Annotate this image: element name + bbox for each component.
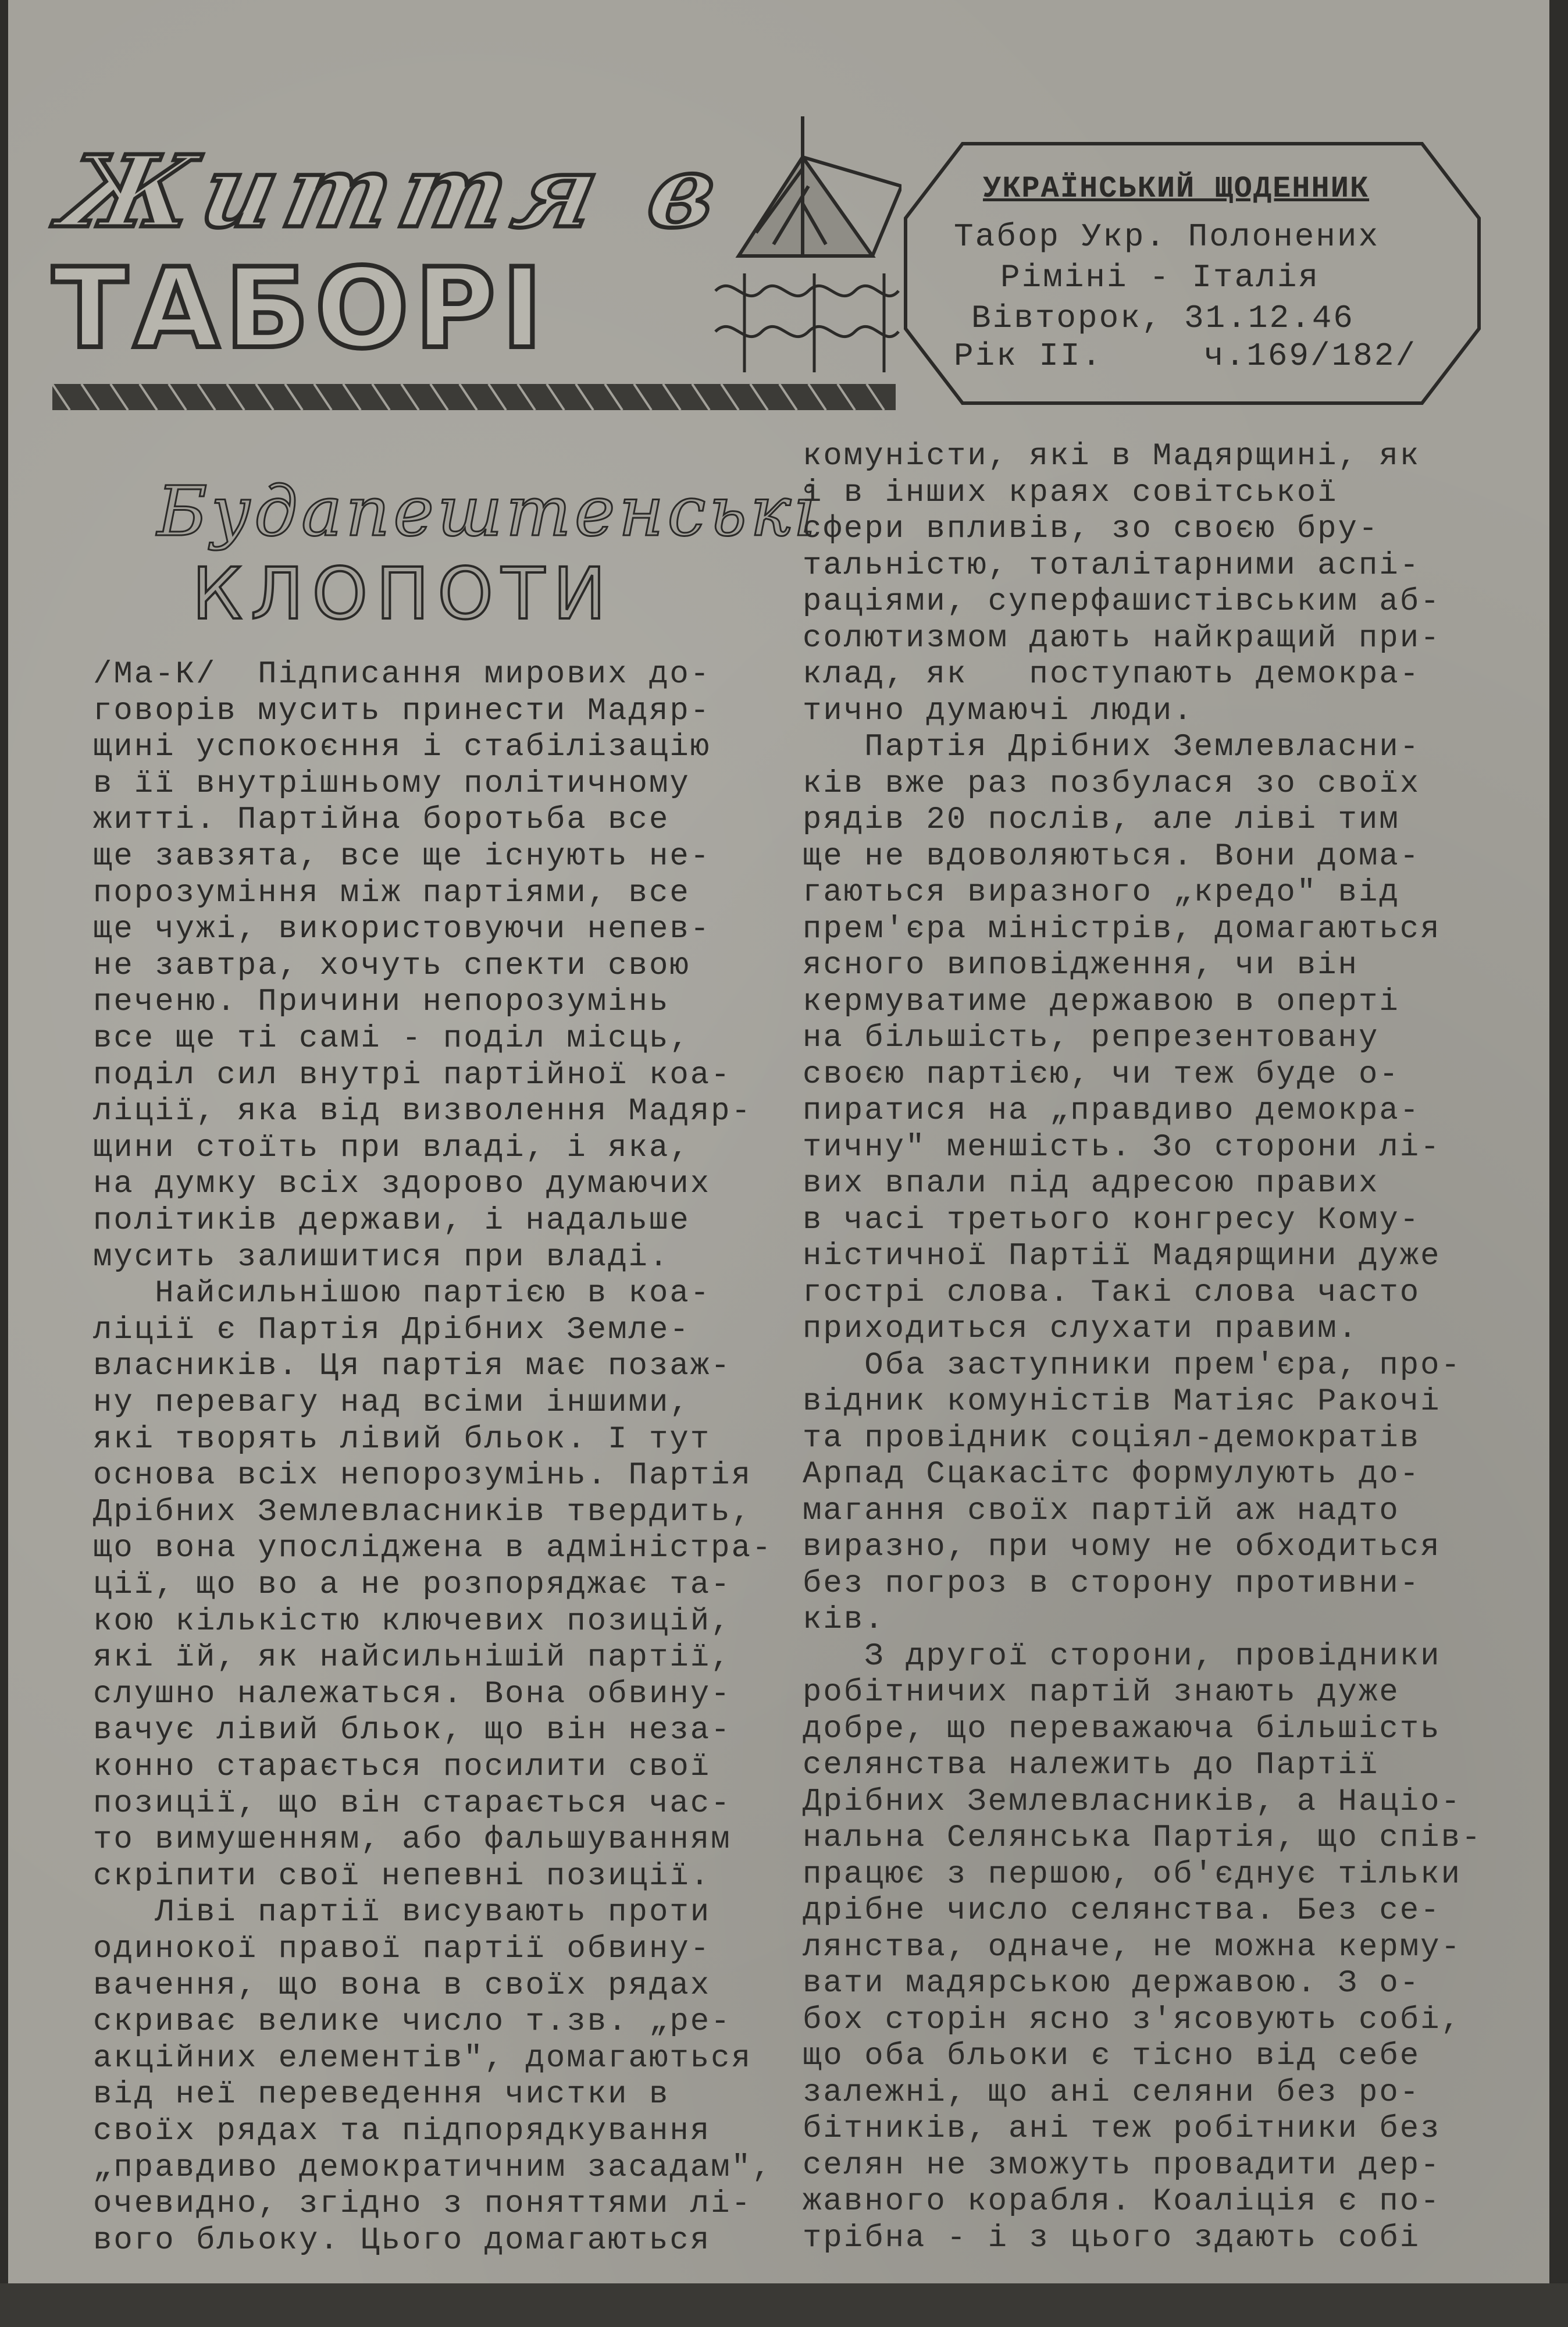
headline-line2: КЛОПОТИ [192, 553, 614, 635]
scan-background [0, 2283, 1568, 2327]
article-line: З другої сторони, провідники [803, 1638, 1441, 1674]
camp-name: Табор Укр. Полонених [954, 218, 1380, 255]
article-line: магання своїх партій аж надто [803, 1493, 1400, 1529]
article-line: поділ сил внутрі партійної коа- [93, 1057, 732, 1093]
article-line: все ще ті самі - поділ місць, [93, 1021, 690, 1056]
article-line: в її внутрішньому політичному [93, 766, 690, 802]
article-line: залежні, що ані селяни без ро- [803, 2075, 1421, 2111]
article-line: бітників, ані теж робітники без [803, 2111, 1441, 2147]
article-line: які творять лівий бльок. І тут [93, 1421, 711, 1457]
article-line: тальністю, тоталітарними аспі- [803, 547, 1421, 583]
article-line: прем'єра міністрів, домагаються [803, 911, 1441, 947]
article-line: рядів 20 послів, але ліві тим [803, 802, 1400, 838]
tent-icon [739, 116, 901, 256]
article-line: власників. Ця партія має позаж- [93, 1348, 732, 1385]
article-line: ще не вдоволяються. Вони дома- [803, 838, 1421, 874]
article-line: виразно, при чому не обходиться [803, 1529, 1441, 1565]
article-line: акційних елементів", домагаються [93, 2040, 752, 2076]
article-line: мусить залишитися при владі. [93, 1239, 670, 1275]
article-line: вати мадярською державою. З о- [803, 1966, 1421, 2001]
article-line: очевидно, згідно з поняттями лі- [93, 2186, 752, 2222]
article-line: і в інших краях совітської [803, 475, 1338, 511]
masthead-title-line2: ТАБОРІ [52, 244, 548, 373]
article-line: ще завзята, все ще існують не- [93, 839, 711, 874]
article-line: працює з першою, об'єднує тільки [803, 1856, 1462, 1892]
article-line: щини стоїть при владі, і яка, [93, 1130, 690, 1166]
paper-name: УКРАЇНСЬКИЙ ЩОДЕННИК [983, 172, 1370, 206]
article-line: порозуміння між партіями, все [93, 875, 690, 911]
article-line: Дрібних Землевласників, а Націо- [803, 1784, 1462, 1820]
article-line: тично думаючі люди. [803, 693, 1194, 729]
article-line: ну перевагу над всіми іншими, [93, 1385, 690, 1421]
article-line: на думку всіх здорово думаючих [93, 1166, 711, 1202]
issue-date: Вівторок, 31.12.46 [971, 300, 1355, 337]
article-line: що вона упосліджена в адміністра- [93, 1531, 773, 1567]
article-line: пиратися на „правдиво демокра- [803, 1093, 1421, 1129]
article-line: вачення, що вона в своїх рядах [93, 1967, 711, 2004]
issue-year: Рік II. [954, 337, 1103, 375]
article-line: одинокої правої партії обвину- [93, 1931, 711, 1967]
article-line: кермуватиме державою в оперті [803, 984, 1400, 1020]
article-line: раціями, суперфашистівським аб- [803, 584, 1441, 620]
article-line: гаються виразного „кредо" від [803, 875, 1400, 910]
article-line: лянства, одначе, не можна керму- [803, 1929, 1462, 1965]
article-line: не завтра, хочуть спекти свою [93, 948, 690, 984]
article-line: на більшість, репрезентовану [803, 1020, 1380, 1056]
article-line: нальна Селянська Партія, що спів- [803, 1820, 1483, 1856]
masthead-title-line1: Життя в [51, 134, 739, 250]
masthead-rule [52, 384, 896, 410]
article-line: Арпад Сцакасітс формулують до- [803, 1457, 1421, 1492]
article-line: тичну" меншість. Зо сторони лі- [803, 1129, 1441, 1165]
article-line: відник комуністів Матіяс Ракочі [803, 1384, 1441, 1419]
article-line: своїх рядах та підпорядкування [93, 2113, 711, 2149]
article-line: добре, що переважаюча більшість [803, 1711, 1441, 1747]
article-line: клад, як поступають демокра- [803, 657, 1421, 692]
article-line: скріпити свої непевні позиції. [93, 1858, 711, 1894]
article-line: конно старається посилити свої [93, 1749, 711, 1785]
issue-number: ч.169/182/ [1204, 337, 1417, 375]
article-line: вих впали під адресою правих [803, 1166, 1380, 1201]
article-line: селянства належить до Партії [803, 1748, 1380, 1783]
article-line: говорів мусить принести Мадяр- [93, 693, 711, 729]
article-line: ясного виповідження, чи він [803, 948, 1359, 983]
article-line: дрібне число селянства. Без се- [803, 1893, 1441, 1929]
article-line: гострі слова. Такі слова часто [803, 1275, 1421, 1311]
article-line: що оба бльоки є тісно від себе [803, 2038, 1421, 2074]
article-line: скриває велике число т.зв. „ре- [93, 2004, 732, 2040]
article-line: ліції є Партія Дрібних Земле- [93, 1312, 690, 1348]
article-line: трібна - і з цього здають собі [803, 2220, 1421, 2256]
article-line: без погроз в сторону противни- [803, 1565, 1421, 1602]
article-line: робітничих партій знають дуже [803, 1675, 1400, 1710]
article-line: та провідник соціял-демократів [803, 1420, 1421, 1456]
article-line: основа всіх непорозумінь. Партія [93, 1458, 752, 1494]
article-line: політиків держави, і надальше [93, 1203, 690, 1239]
article-line: щині успокоєння і стабілізацію [93, 730, 711, 766]
article-line: солютизмом дають найкращий при- [803, 620, 1441, 656]
article-line: жавного корабля. Коаліція є по- [803, 2184, 1441, 2219]
article-line: ще чужі, використовуючи непев- [93, 912, 711, 948]
article-line: Найсильнішою партією в коа- [93, 1276, 711, 1312]
article-line: своєю партією, чи теж буде о- [803, 1056, 1400, 1093]
article-line: кою кількістю ключевих позицій, [93, 1603, 732, 1639]
article-line: то вимушенням, або фальшуванням [93, 1822, 732, 1858]
article-line: селян не зможуть провадити дер- [803, 2147, 1441, 2183]
article-line: вачує лівий бльок, що він неза- [93, 1713, 732, 1749]
barbed-wire-icon [715, 273, 899, 372]
article-line: від неї переведення чистки в [93, 2077, 670, 2113]
article-line: ції, що во а не розпоряджає та- [93, 1567, 732, 1603]
article-line: які їй, як найсильнішій партії, [93, 1640, 732, 1676]
article-line: Дрібних Землевласників твердить, [93, 1494, 752, 1530]
article-line: житті. Партійна боротьба все [93, 802, 670, 838]
article-line: Ліві партії висувають проти [93, 1895, 711, 1931]
article-line: „правдиво демократичним засадам", [93, 2150, 773, 2186]
article-line: слушно належаться. Вона обвину- [93, 1676, 732, 1712]
article-line: ків. [803, 1602, 885, 1638]
article-line: печеню. Причини непорозумінь [93, 984, 670, 1020]
article-line: позиції, що він старається час- [93, 1785, 732, 1821]
article-line: комуністи, які в Мадярщині, як [803, 439, 1421, 474]
article-line: ліції, яка від визволення Мадяр- [93, 1094, 752, 1130]
article-line: Оба заступники прем'єра, про- [803, 1347, 1462, 1383]
article-line: бох сторін ясно з'ясовують собі, [803, 2002, 1462, 2038]
camp-location: Ріміні - Італія [1000, 259, 1320, 296]
article-line: приходиться слухати правим. [803, 1311, 1359, 1347]
article-line: сфери впливів, зо своєю бру- [803, 511, 1380, 547]
article-line: ків вже раз позбулася зо своїх [803, 766, 1421, 802]
article-line: Партія Дрібних Землевласни- [803, 730, 1421, 765]
article-line: /Ма-К/ Підписання мирових до- [93, 657, 711, 692]
article-line: вого бльоку. Цього домагаються [93, 2222, 711, 2258]
headline-line1: Будапештенські [157, 471, 820, 551]
article-line: ністичної Партії Мадярщини дуже [803, 1239, 1441, 1274]
article-line: в часі третього конгресу Кому- [803, 1202, 1421, 1238]
